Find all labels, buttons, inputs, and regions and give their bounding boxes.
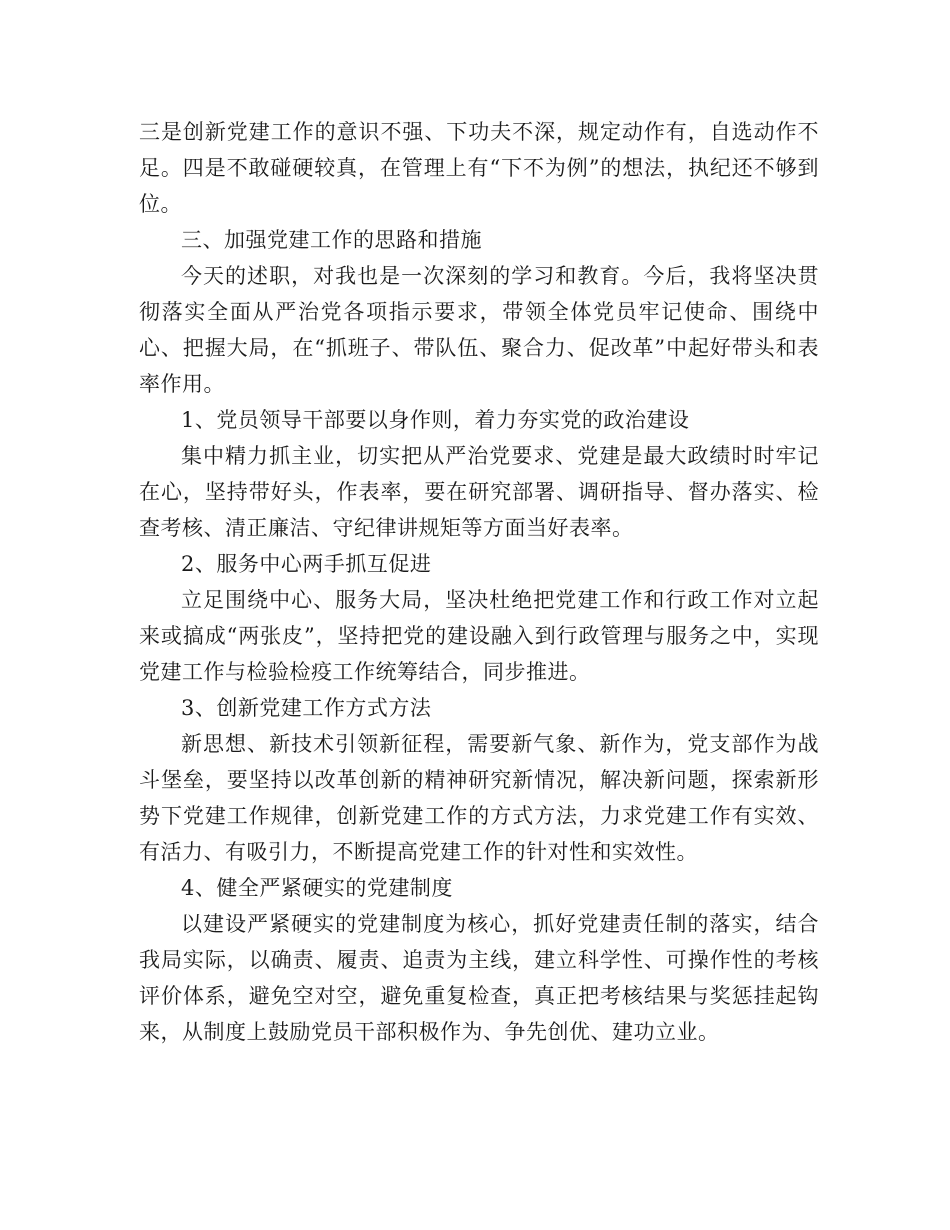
subsection-heading-3: 3、创新党建工作方式方法	[181, 696, 432, 720]
document-body	[139, 114, 819, 1050]
paragraph: 集中精力抓主业，切实把从严治党要求、党建是最大政绩时时牢记在心，坚持带好头，作表率，要在研究部署、调研指导、督办落实、检查考核、清正廉洁、守纪律讲规矩等方面当好表率。	[139, 444, 819, 540]
subsection-heading-4: 4、健全严紧硬实的党建制度	[181, 876, 453, 900]
paragraph: 以建设严紧硬实的党建制度为核心，抓好党建责任制的落实，结合我局实际，以确责、履责、追责为主线，建立科学性、可操作性的考核评价体系，避免空对空，避免重复检查，真正把考核结果与奖惩挂起钩来，从制度上鼓励党员干部积极作为、争先创优、建功立业。	[139, 912, 819, 1044]
subsection-heading-1: 1、党员领导干部要以身作则，着力夯实党的政治建设	[181, 408, 690, 432]
paragraph: 今天的述职，对我也是一次深刻的学习和教育。今后，我将坚决贯彻落实全面从严治党各项指示要求，带领全体党员牢记使命、围绕中心、把握大局，在“抓班子、带队伍、聚合力、促改革”中起好带头和表率作用。	[139, 264, 819, 396]
subsection-heading-2: 2、服务中心两手抓互促进	[181, 552, 432, 576]
paragraph: 新思想、新技术引领新征程，需要新气象、新作为，党支部作为战斗堡垒，要坚持以改革创新的精神研究新情况，解决新问题，探索新形势下党建工作规律，创新党建工作的方式方法，力求党建工作有实效、有活力、有吸引力，不断提高党建工作的针对性和实效性。	[139, 732, 819, 864]
paragraph-continued: 三是创新党建工作的意识不强、下功夫不深，规定动作有，自选动作不足。四是不敢碰硬较真，在管理上有“下不为例”的想法，执纪还不够到位。	[139, 120, 819, 216]
section-heading: 三、加强党建工作的思路和措施	[181, 228, 482, 252]
paragraph: 立足围绕中心、服务大局，坚决杜绝把党建工作和行政工作对立起来或搞成“两张皮”，坚持把党的建设融入到行政管理与服务之中，实现党建工作与检验检疫工作统筹结合，同步推进。	[139, 588, 819, 684]
